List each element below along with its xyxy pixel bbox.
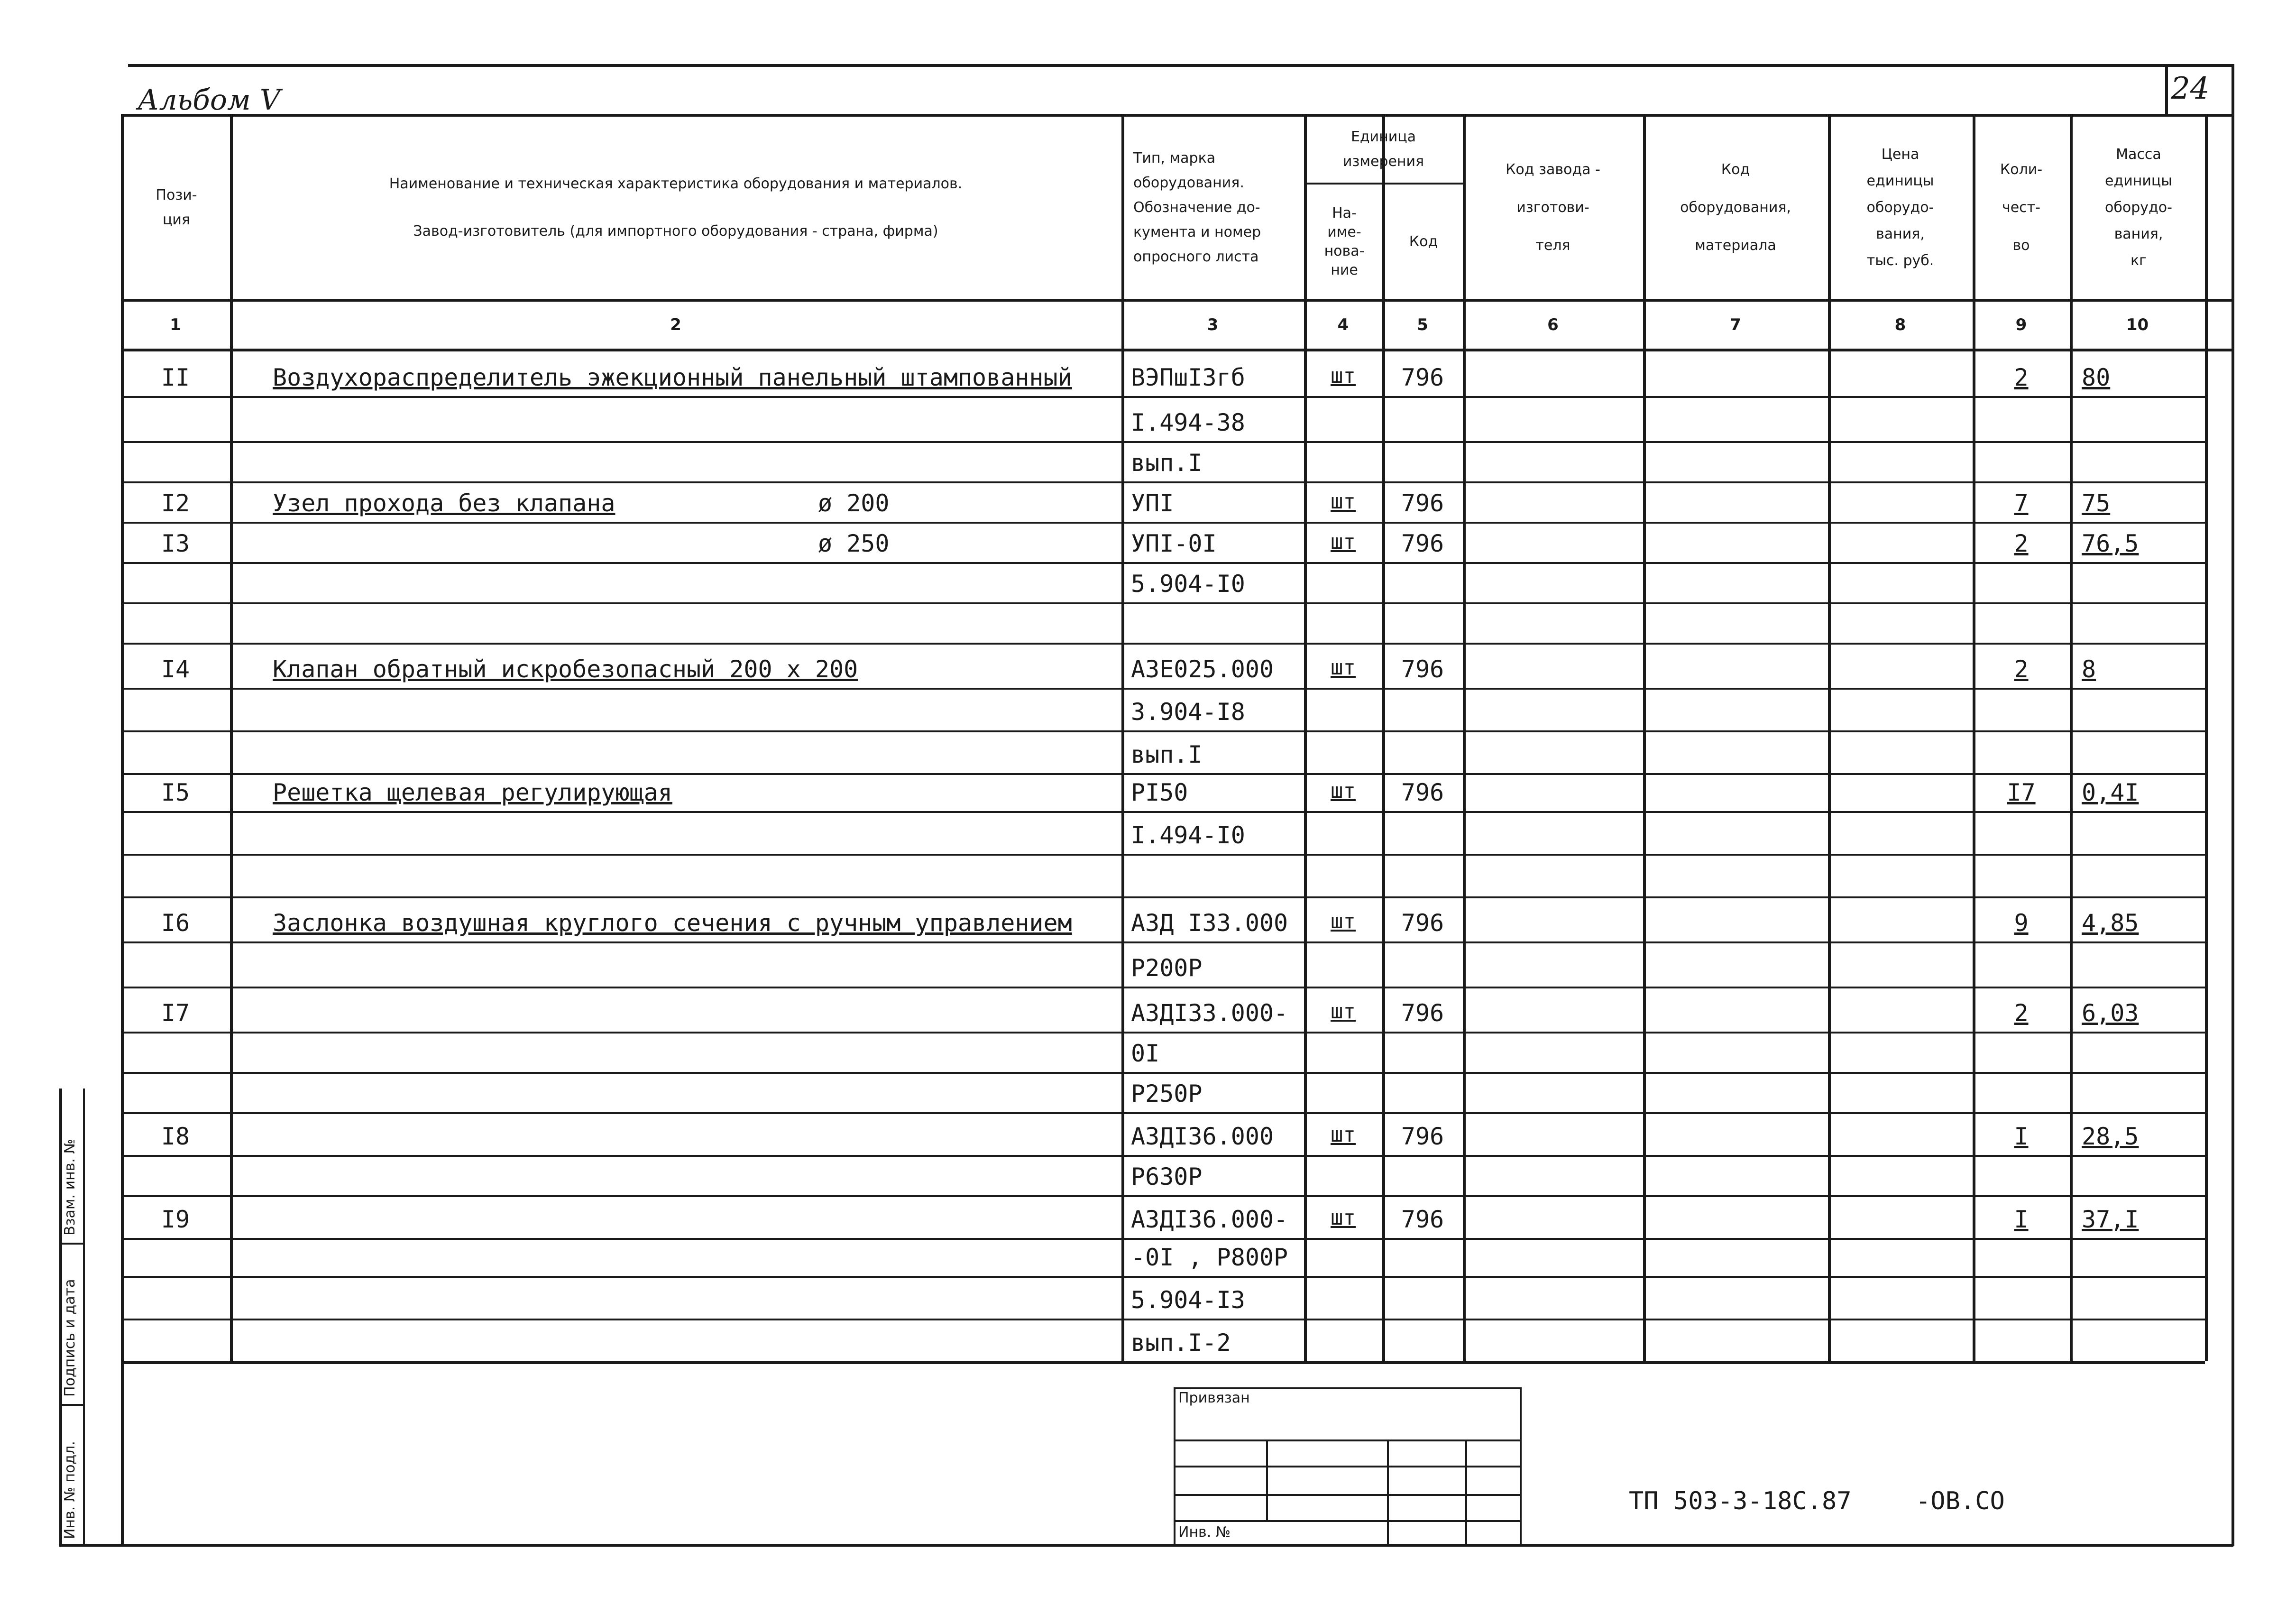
row-position: I6 [161,909,190,937]
row-line [121,987,2205,988]
row-quantity: 2 [2014,655,2029,683]
row-type: УПI [1131,489,1174,517]
row-position: I5 [161,779,190,806]
row-name: Решетка щелевая регулирующая [273,779,672,806]
sidebar-label-replaced-inv: Взам. инв. № [62,1139,78,1236]
column-number: 5 [1417,315,1428,334]
row-line [121,481,2205,483]
row-line [121,1155,2205,1157]
column-number: 6 [1547,315,1559,334]
frame-top-line [128,64,2233,67]
unit-header-split [1304,183,1463,185]
row-line [121,396,2205,398]
row-mass: 37,I [2082,1206,2139,1233]
page-number: 24 [2171,71,2210,106]
column-number: 8 [1894,315,1906,334]
row-line [121,1319,2205,1320]
row-type: АЗД I33.000 [1131,909,1288,937]
row-unit: шт [1331,655,1356,680]
stamp-attached-label: Привязан [1178,1390,1250,1406]
row-mass: 76,5 [2082,530,2139,557]
row-line [121,811,2205,813]
row-name: Клапан обратный искробезопасный 200 x 200 [273,655,858,683]
header-position: Пози- ция [156,186,197,228]
row-quantity: I [2014,1123,2029,1150]
row-line [121,896,2205,898]
row-diameter: ø 200 [818,489,890,517]
header-plant-code: Код завода - изготови- теля [1506,161,1600,254]
row-unit: шт [1331,489,1356,514]
row-mass: 0,4I [2082,779,2139,806]
row-line [121,1112,2205,1114]
row-line [121,1195,2205,1197]
row-line [121,441,2205,443]
row-name: Узел прохода без клапана [273,489,615,517]
column-number: 7 [1730,315,1741,334]
row-quantity: 7 [2014,489,2029,517]
sidebar-sep-2 [59,1404,83,1406]
row-unit-code: 796 [1401,1206,1444,1233]
row-type: 5.904-I0 [1131,570,1245,598]
stamp-inv-label: Инв. № [1178,1524,1231,1541]
row-unit: шт [1331,1206,1356,1230]
row-line [121,1276,2205,1278]
stamp-line-2 [1174,1466,1520,1467]
row-position: I3 [161,530,190,557]
stamp-line-3 [1174,1494,1520,1496]
stamp-top-line [1174,1387,1520,1389]
row-unit-code: 796 [1401,1123,1444,1150]
header-name: Наименование и техническая характеристика оборудования и материалов. Завод-изготовитель (для импортного оборудования - страна, фирма) [389,175,963,240]
album-label: Альбом V [138,83,281,117]
row-unit-code: 796 [1401,999,1444,1027]
column-number: 1 [170,315,181,334]
row-type: I.494-I0 [1131,821,1245,849]
row-position: II [161,364,190,391]
row-type: вып.I-2 [1131,1329,1231,1356]
header-price: Цена единицы оборудо- вания, тыс. руб. [1866,146,1934,269]
row-type: АЗДI36.000- [1131,1206,1288,1233]
row-unit-code: 796 [1401,909,1444,937]
row-line [121,773,2205,775]
row-name: Заслонка воздушная круглого сечения с ручным управлением [273,909,1072,937]
row-position: I7 [161,999,190,1027]
frame-bottom-line [59,1544,2233,1547]
row-unit: шт [1331,1123,1356,1147]
row-quantity: I [2014,1206,2029,1233]
frame-right-edge [2232,64,2234,1546]
row-unit-code: 796 [1401,489,1444,517]
stamp-line-4 [1174,1520,1520,1522]
row-mass: 75 [2082,489,2111,517]
column-number: 4 [1337,315,1349,334]
header-equip-code: Код оборудования, материала [1680,161,1791,254]
stamp-col-1 [1266,1439,1268,1520]
column-number: 9 [2015,315,2027,334]
row-type: РI50 [1131,779,1188,806]
header-unit-code: Код [1409,233,1438,250]
unit-header-divider [1382,183,1384,299]
row-unit-code: 796 [1401,779,1444,806]
row-line [121,1238,2205,1240]
row-type: Р630Р [1131,1163,1203,1190]
header-qty: Коли- чест- во [2000,161,2043,254]
row-unit-code: 796 [1401,655,1444,683]
row-mass: 28,5 [2082,1123,2139,1150]
row-quantity: 2 [2014,364,2029,391]
row-type: 3.904-I8 [1131,698,1245,726]
row-unit: шт [1331,364,1356,388]
row-line [121,854,2205,856]
sidebar-label-inv-orig: Инв. № подл. [62,1441,78,1539]
row-mass: 80 [2082,364,2111,391]
stamp-right-line [1520,1387,1522,1546]
row-quantity: 2 [2014,530,2029,557]
row-quantity: I7 [2007,779,2036,806]
row-type: АЗДI36.000 [1131,1123,1274,1150]
row-line [121,1072,2205,1074]
column-number: 10 [2126,315,2149,334]
row-unit: шт [1331,999,1356,1024]
row-mass: 8 [2082,655,2096,683]
stamp-col-3 [1465,1439,1467,1546]
row-type: 5.904-I3 [1131,1286,1245,1314]
document-suffix: -ОВ.СО [1916,1487,2005,1515]
stamp-line-1 [1174,1439,1520,1441]
row-type: Р200Р [1131,954,1203,982]
document-code: ТП 503-3-18С.87 [1629,1487,1852,1515]
column-number: 2 [670,315,681,334]
row-type: I.494-38 [1131,409,1245,436]
row-unit: шт [1331,909,1356,933]
row-line [121,562,2205,564]
row-quantity: 2 [2014,999,2029,1027]
row-type: АЗДI33.000- [1131,999,1288,1027]
row-type: вып.I [1131,449,1203,477]
sidebar-sep-1 [59,1243,83,1245]
row-name: Воздухораспределитель эжекционный панельный штампованный [273,364,1072,391]
column-number: 3 [1207,315,1219,334]
row-position: I8 [161,1123,190,1150]
row-unit: шт [1331,779,1356,803]
header-unit-name: На- име- нова- ние [1324,205,1365,278]
frame-right-line [2165,64,2168,114]
row-type: Р250Р [1131,1080,1203,1107]
row-position: I9 [161,1206,190,1233]
header-mass: Масса единицы оборудо- вания, кг [2105,146,2172,269]
row-unit-code: 796 [1401,364,1444,391]
sidebar-label-signature: Подпись и дата [62,1279,78,1397]
row-quantity: 9 [2014,909,2029,937]
row-line [121,602,2205,604]
row-type: 0I [1131,1040,1160,1067]
stamp-col-2 [1387,1439,1389,1546]
row-position: I4 [161,655,190,683]
colnum-bottom-line [121,349,2233,351]
row-mass: 4,85 [2082,909,2139,937]
header-unit-group: Единица измерения [1342,129,1424,170]
row-diameter: ø 250 [818,530,890,557]
row-type: вып.I [1131,741,1203,768]
row-line [121,730,2205,732]
row-type: -0I , Р800Р [1131,1244,1288,1271]
sidebar-divider [83,1089,85,1544]
header-type: Тип, марка оборудования. Обозначение до- кумента и номер опросного листа [1133,149,1261,265]
row-type: АЗЕ025.000 [1131,655,1274,683]
table-bottom-line [121,1361,2205,1364]
row-mass: 6,03 [2082,999,2139,1027]
row-line [121,688,2205,690]
row-line [121,522,2205,524]
row-type: ВЭПшI3гб [1131,364,1245,391]
row-position: I2 [161,489,190,517]
row-line [121,941,2205,943]
row-line [121,1032,2205,1033]
row-type: УПI-0I [1131,530,1217,557]
row-unit-code: 796 [1401,530,1444,557]
row-line [121,643,2205,645]
row-unit: шт [1331,530,1356,554]
